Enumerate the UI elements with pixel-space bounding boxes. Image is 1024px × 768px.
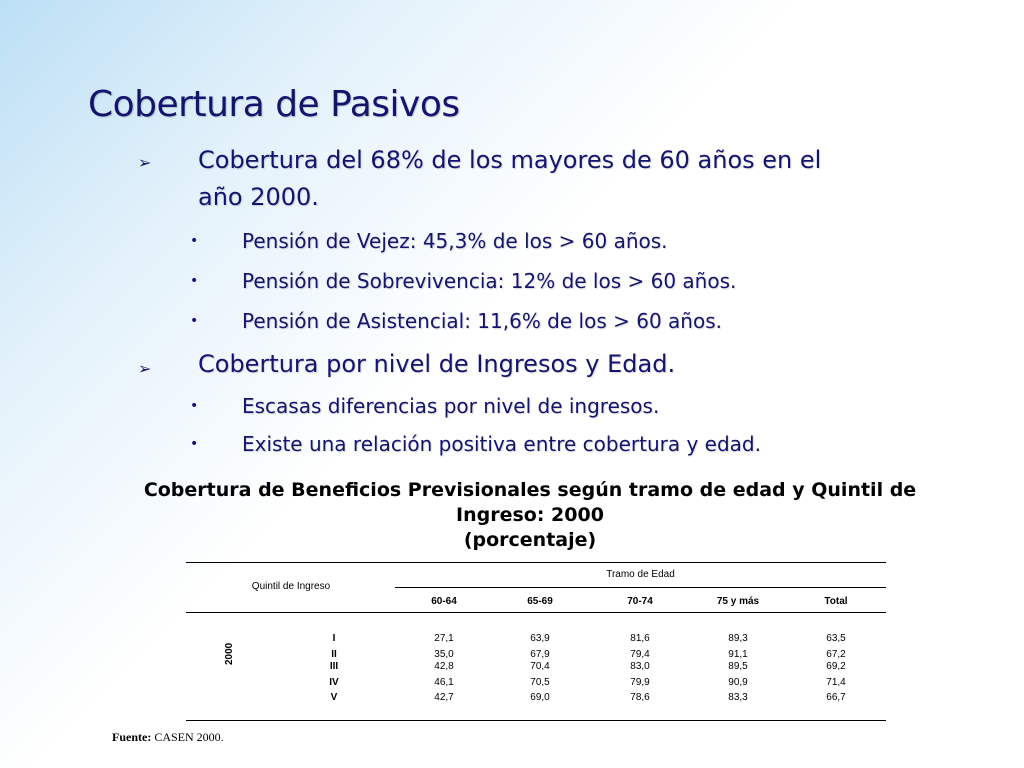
table-cell: 89,5 — [728, 661, 748, 672]
table-bottom-rule — [186, 720, 886, 721]
table-cell: 69,2 — [826, 661, 846, 672]
table-cell: 81,6 — [630, 633, 650, 644]
bullet-coverage-line1: Cobertura del 68% de los mayores de 60 años en el — [198, 146, 822, 174]
row-label: V — [330, 692, 338, 703]
row-label: IV — [329, 677, 339, 688]
group-header: Tramo de Edad — [606, 569, 675, 580]
table-cell: 63,9 — [530, 633, 550, 644]
table-title — [110, 478, 950, 553]
column-header: 70-74 — [627, 596, 653, 607]
table-cell: 89,3 — [728, 633, 748, 644]
source-text: CASEN 2000. — [154, 730, 224, 744]
subbullet-sobrevivencia: Pensión de Sobrevivencia: 12% de los > 60 años. — [242, 269, 737, 293]
dot-bullet-icon: • — [190, 436, 199, 452]
table-cell: 42,7 — [434, 692, 454, 703]
dot-bullet-icon: • — [190, 233, 199, 249]
slide-title: Cobertura de Pasivos — [88, 84, 460, 125]
table-title-line1: Cobertura de Beneficios Previsionales según tramo de edad y Quintil de — [143, 479, 917, 501]
row-label: III — [329, 661, 339, 672]
table-cell: 83,0 — [630, 661, 650, 672]
table-cell: 91,1 — [728, 649, 748, 660]
column-header: Total — [824, 596, 848, 607]
table-title-line3: (porcentaje) — [463, 529, 597, 551]
table-cell: 79,9 — [630, 677, 650, 688]
table-cell: 70,5 — [530, 677, 550, 688]
dot-bullet-icon: • — [190, 398, 199, 414]
table-cell: 67,2 — [826, 649, 846, 660]
column-header: 60-64 — [431, 596, 457, 607]
table-cell: 71,4 — [826, 677, 846, 688]
table-cell: 70,4 — [530, 661, 550, 672]
table-cell: 46,1 — [434, 677, 454, 688]
source-label: Fuente: — [112, 730, 152, 744]
subbullet-relacion: Existe una relación positiva entre cobertura y edad. — [242, 432, 761, 456]
table-cell: 83,3 — [728, 692, 748, 703]
subbullet-asistencial: Pensión de Asistencial: 11,6% de los > 60 años. — [242, 309, 722, 333]
row-label: II — [331, 649, 337, 660]
row-label: I — [332, 633, 336, 644]
dot-bullet-icon: • — [190, 273, 199, 289]
table-cell: 66,7 — [826, 692, 846, 703]
table-cell: 35,0 — [434, 649, 454, 660]
table-cell: 63,5 — [826, 633, 846, 644]
arrow-bullet-icon: ➢ — [138, 153, 152, 172]
table-cell: 67,9 — [530, 649, 550, 660]
subbullet-vejez: Pensión de Vejez: 45,3% de los > 60 años. — [242, 229, 668, 253]
year-label: 2000 — [224, 642, 235, 665]
table-top-rule — [186, 562, 886, 563]
arrow-bullet-icon: ➢ — [138, 359, 152, 378]
column-header: 65-69 — [527, 596, 553, 607]
table-title-line2: Ingreso: 2000 — [456, 504, 604, 526]
table-cell: 78,6 — [630, 692, 650, 703]
table-cell: 79,4 — [630, 649, 650, 660]
row-header: Quintil de Ingreso — [251, 581, 331, 592]
column-header: 75 y más — [716, 596, 760, 607]
table-cell: 69,0 — [530, 692, 550, 703]
table-header-rule — [186, 612, 886, 613]
table-cell: 90,9 — [728, 677, 748, 688]
bullet-income-age: Cobertura por nivel de Ingresos y Edad. — [198, 350, 676, 378]
dot-bullet-icon: • — [190, 313, 199, 329]
table-cell: 27,1 — [434, 633, 454, 644]
bullet-coverage-line2: año 2000. — [198, 183, 319, 211]
source-note — [112, 730, 224, 745]
subbullet-diferencias: Escasas diferencias por nivel de ingresos. — [242, 394, 660, 418]
table-group-rule — [395, 587, 886, 588]
table-cell: 42,8 — [434, 661, 454, 672]
